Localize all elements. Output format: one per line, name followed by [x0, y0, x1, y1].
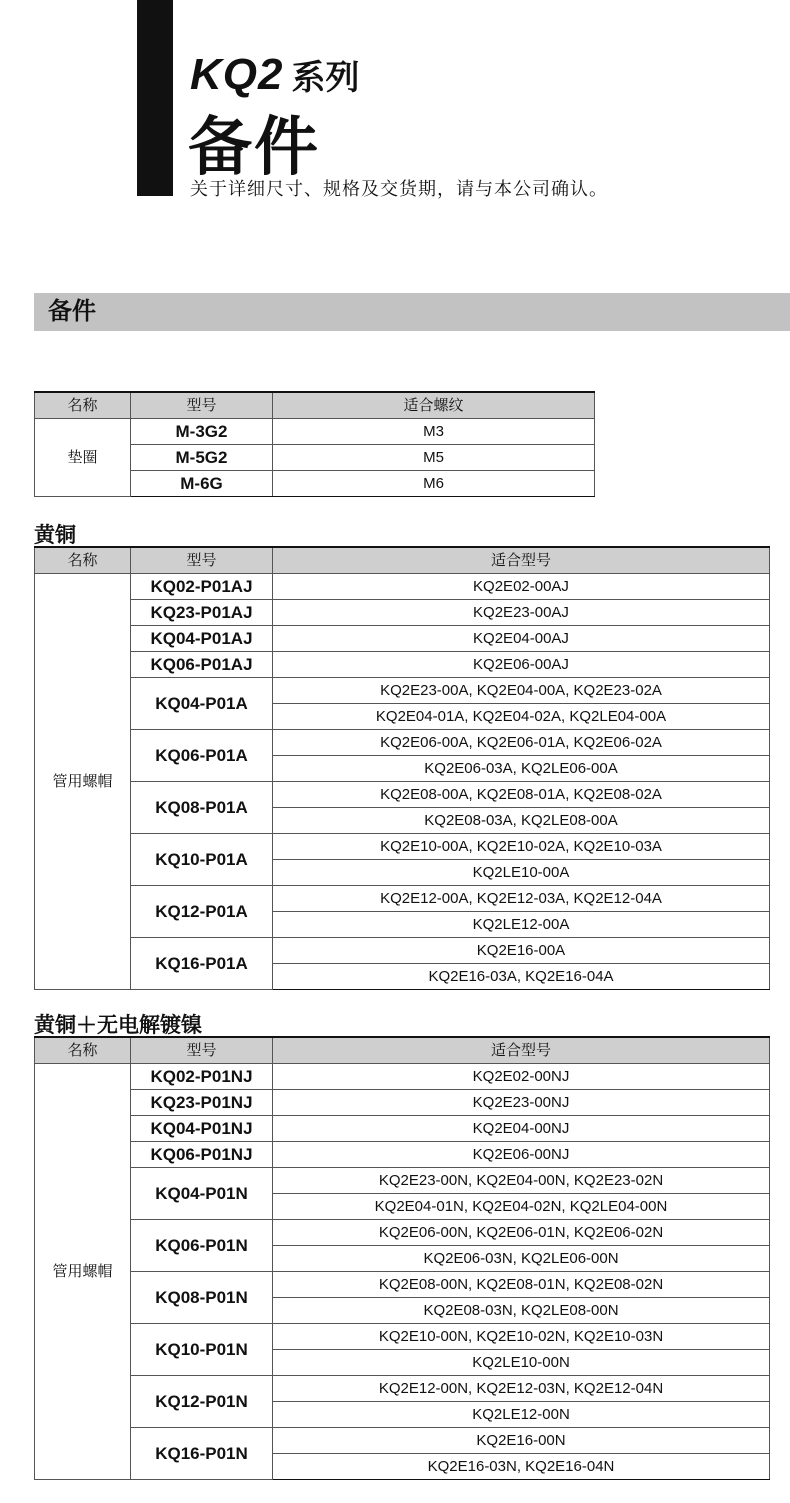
fit-cell: KQ2E10-00N, KQ2E10-02N, KQ2E10-03N	[273, 1324, 770, 1350]
section-heading: 备件	[34, 293, 790, 331]
fit-cell: KQ2E08-00N, KQ2E08-01N, KQ2E08-02N	[273, 1272, 770, 1298]
fit-cell: KQ2E04-00NJ	[273, 1116, 770, 1142]
fit-cell: KQ2E08-03N, KQ2LE08-00N	[273, 1298, 770, 1324]
brass-table-label: 黄铜	[34, 524, 76, 547]
model-cell: M-6G	[131, 471, 273, 497]
nickel-table-label: 黄铜＋无电解镀镍	[34, 1014, 202, 1037]
fit-cell: KQ2E12-00A, KQ2E12-03A, KQ2E12-04A	[273, 886, 770, 912]
fit-cell: KQ2E23-00N, KQ2E04-00N, KQ2E23-02N	[273, 1168, 770, 1194]
fit-cell: KQ2E16-03N, KQ2E16-04N	[273, 1454, 770, 1480]
model-cell: KQ08-P01N	[131, 1272, 273, 1324]
row-name: 垫圈	[35, 419, 131, 497]
model-cell: KQ06-P01AJ	[131, 652, 273, 678]
header-model: 型号	[131, 547, 273, 574]
table-row	[35, 1064, 770, 1090]
model-cell: M-5G2	[131, 445, 273, 471]
page-title: 备件	[188, 111, 320, 183]
table-row	[35, 886, 770, 912]
brass-table	[34, 546, 770, 990]
table-row	[35, 678, 770, 704]
model-cell: KQ23-P01AJ	[131, 600, 273, 626]
fit-cell: KQ2LE10-00N	[273, 1350, 770, 1376]
table-row	[35, 1142, 770, 1168]
row-name: 管用螺帽	[35, 1064, 131, 1480]
table-row	[35, 1220, 770, 1246]
washer-table	[34, 391, 595, 497]
fit-cell: KQ2LE12-00A	[273, 912, 770, 938]
fit-cell: KQ2E04-01N, KQ2E04-02N, KQ2LE04-00N	[273, 1194, 770, 1220]
model-cell: KQ04-P01AJ	[131, 626, 273, 652]
model-cell: KQ10-P01N	[131, 1324, 273, 1376]
model-cell: KQ16-P01A	[131, 938, 273, 990]
table-row	[35, 652, 770, 678]
fit-cell: KQ2E06-00NJ	[273, 1142, 770, 1168]
header-fit: 适合型号	[273, 547, 770, 574]
table-row	[35, 1116, 770, 1142]
table-header-row	[35, 1037, 770, 1064]
model-cell: KQ08-P01A	[131, 782, 273, 834]
model-cell: M-3G2	[131, 419, 273, 445]
table-row	[35, 419, 595, 445]
fit-cell: KQ2E16-00A	[273, 938, 770, 964]
header-name: 名称	[35, 1037, 131, 1064]
table-row	[35, 730, 770, 756]
fit-cell: KQ2LE12-00N	[273, 1402, 770, 1428]
table-row	[35, 574, 770, 600]
fit-cell: M5	[273, 445, 595, 471]
fit-cell: KQ2E08-03A, KQ2LE08-00A	[273, 808, 770, 834]
model-cell: KQ10-P01A	[131, 834, 273, 886]
series-word: 系列	[291, 59, 360, 97]
header-fit: 适合型号	[273, 1037, 770, 1064]
model-cell: KQ12-P01A	[131, 886, 273, 938]
header-name: 名称	[35, 392, 131, 419]
model-cell: KQ02-P01AJ	[131, 574, 273, 600]
fit-cell: KQ2E04-01A, KQ2E04-02A, KQ2LE04-00A	[273, 704, 770, 730]
model-cell: KQ06-P01N	[131, 1220, 273, 1272]
fit-cell: KQ2E04-00AJ	[273, 626, 770, 652]
fit-cell: KQ2E06-03A, KQ2LE06-00A	[273, 756, 770, 782]
fit-cell: KQ2E16-00N	[273, 1428, 770, 1454]
model-cell: KQ06-P01A	[131, 730, 273, 782]
header-fit: 适合螺纹	[273, 392, 595, 419]
fit-cell: KQ2E23-00AJ	[273, 600, 770, 626]
fit-cell: M3	[273, 419, 595, 445]
fit-cell: KQ2E06-00N, KQ2E06-01N, KQ2E06-02N	[273, 1220, 770, 1246]
table-row	[35, 1376, 770, 1402]
model-cell: KQ02-P01NJ	[131, 1064, 273, 1090]
table-row	[35, 1272, 770, 1298]
fit-cell: KQ2E12-00N, KQ2E12-03N, KQ2E12-04N	[273, 1376, 770, 1402]
table-row	[35, 1428, 770, 1454]
header-name: 名称	[35, 547, 131, 574]
table-row	[35, 782, 770, 808]
fit-cell: KQ2E06-00AJ	[273, 652, 770, 678]
model-cell: KQ06-P01NJ	[131, 1142, 273, 1168]
fit-cell: KQ2E06-03N, KQ2LE06-00N	[273, 1246, 770, 1272]
fit-cell: KQ2E02-00AJ	[273, 574, 770, 600]
fit-cell: KQ2E06-00A, KQ2E06-01A, KQ2E06-02A	[273, 730, 770, 756]
fit-cell: KQ2E23-00A, KQ2E04-00A, KQ2E23-02A	[273, 678, 770, 704]
table-header-row	[35, 547, 770, 574]
fit-cell: KQ2LE10-00A	[273, 860, 770, 886]
nickel-table	[34, 1036, 770, 1480]
series-code: KQ2	[190, 50, 284, 99]
table-header-row	[35, 392, 595, 419]
fit-cell: KQ2E10-00A, KQ2E10-02A, KQ2E10-03A	[273, 834, 770, 860]
model-cell: KQ12-P01N	[131, 1376, 273, 1428]
series-title	[190, 50, 359, 100]
table-row	[35, 1090, 770, 1116]
fit-cell: KQ2E02-00NJ	[273, 1064, 770, 1090]
table-row	[35, 626, 770, 652]
table-row	[35, 600, 770, 626]
model-cell: KQ04-P01N	[131, 1168, 273, 1220]
table-row	[35, 938, 770, 964]
fit-cell: KQ2E08-00A, KQ2E08-01A, KQ2E08-02A	[273, 782, 770, 808]
model-cell: KQ04-P01NJ	[131, 1116, 273, 1142]
table-row	[35, 834, 770, 860]
header-accent-bar	[137, 0, 173, 196]
row-name: 管用螺帽	[35, 574, 131, 990]
model-cell: KQ04-P01A	[131, 678, 273, 730]
header-model: 型号	[131, 392, 273, 419]
page-subtitle: 关于详细尺寸、规格及交货期，请与本公司确认。	[190, 179, 608, 199]
fit-cell: KQ2E16-03A, KQ2E16-04A	[273, 964, 770, 990]
table-row	[35, 1324, 770, 1350]
fit-cell: KQ2E23-00NJ	[273, 1090, 770, 1116]
model-cell: KQ16-P01N	[131, 1428, 273, 1480]
model-cell: KQ23-P01NJ	[131, 1090, 273, 1116]
fit-cell: M6	[273, 471, 595, 497]
header-model: 型号	[131, 1037, 273, 1064]
table-row	[35, 1168, 770, 1194]
